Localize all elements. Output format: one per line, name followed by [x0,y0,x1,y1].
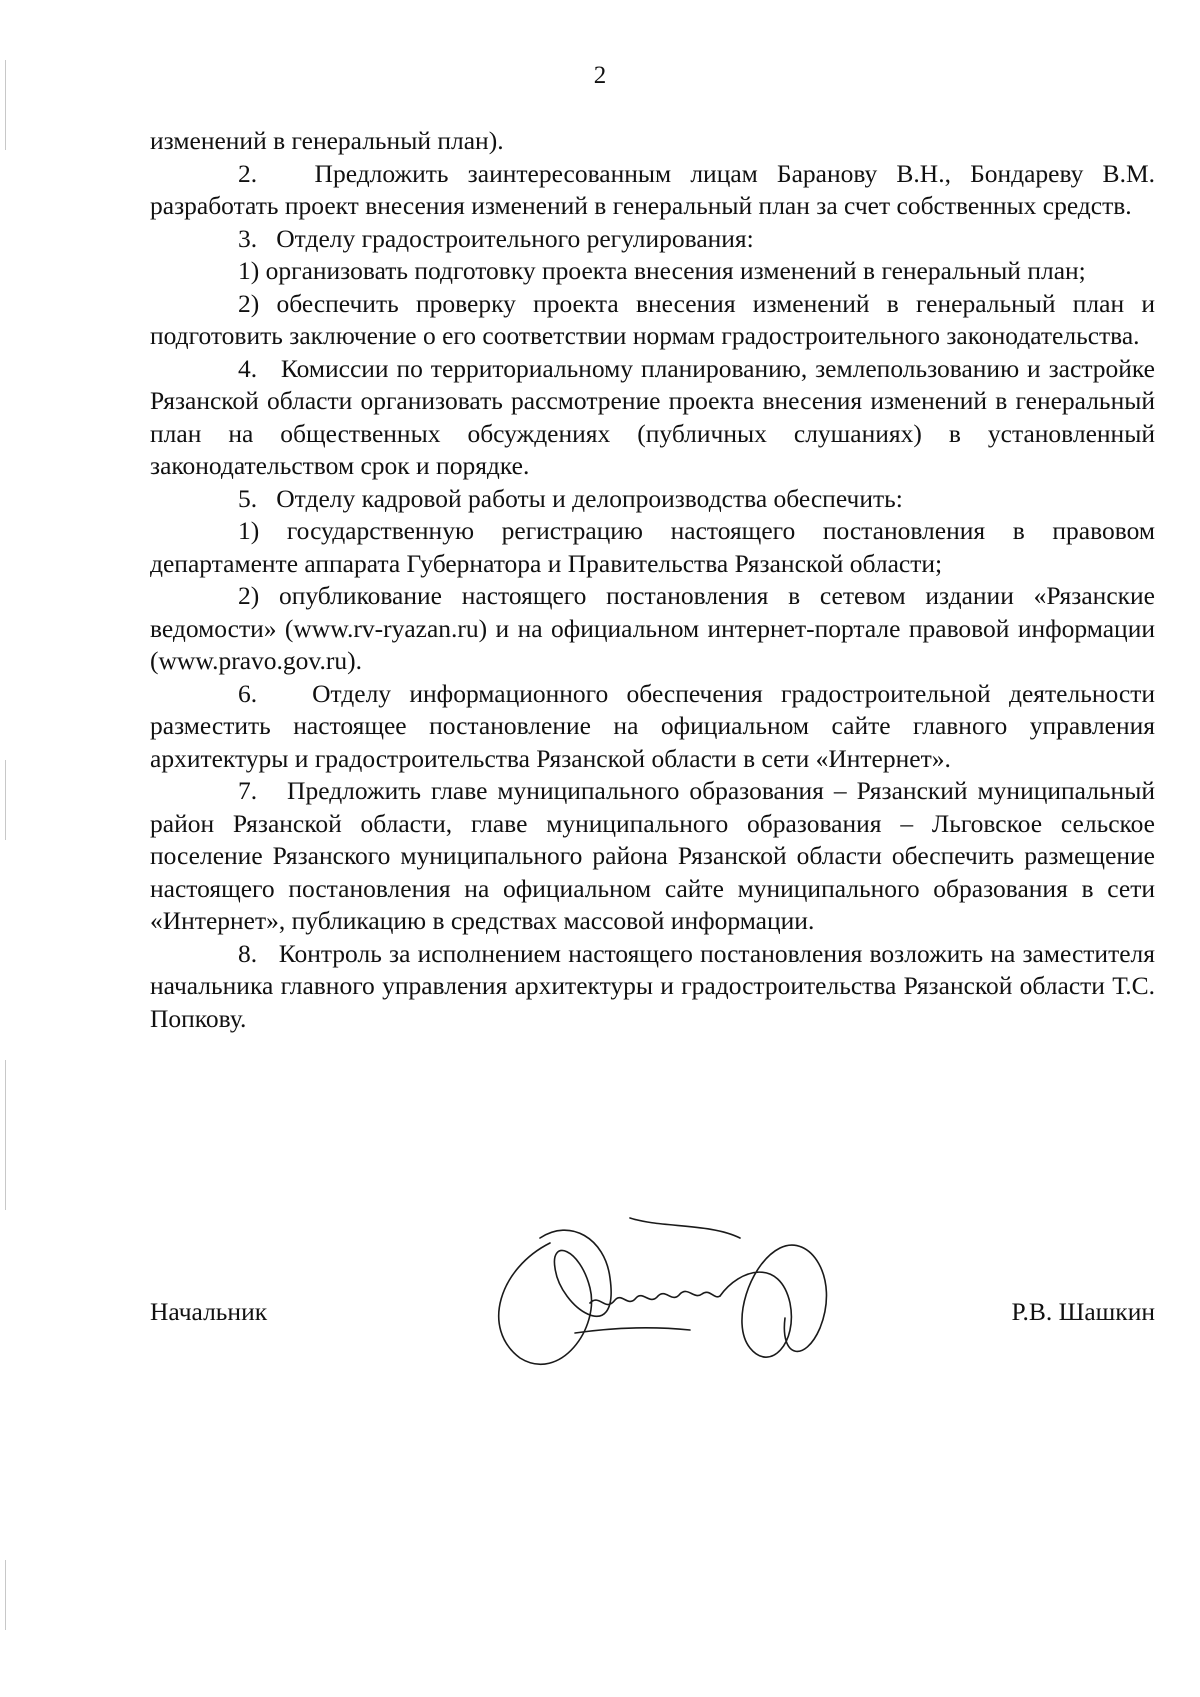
paragraph-continuation: изменений в генеральный план). [150,126,504,155]
scan-margin-mark [5,1560,6,1630]
signatory-name: Р.В. Шашкин [1011,1297,1155,1326]
paragraph-item-3: 3. Отделу градостроительного регулирования: [238,223,754,253]
paragraph-item-4: 4. Комиссии по территориальному планированию, землепользованию и застройке Рязанской области организовать рассмотрение проекта внесения изменений в генеральный план на общественных обсуждениях (публичных слушаниях) в установленный законодательством срок и порядке. [150,353,1155,480]
paragraph-item-2: 2. Предложить заинтересованным лицам Баранову В.Н., Бондареву В.М. разработать проект внесения изменений в генеральный план за счет собственных средств. [150,158,1155,220]
paragraph-item-7: 7. Предложить главе муниципального образования – Рязанский муниципальный район Рязанской области, главе муниципального образования – Льговское сельское поселение Рязанского муниципального района Рязанской области обеспечить размещение настоящего постановления на официальном сайте муниципального образования в сети «Интернет», публикацию в средствах массовой информации. [150,776,1155,935]
scan-margin-mark [5,1060,6,1210]
page-number: 2 [593,62,607,89]
document-body [150,125,1155,1035]
paragraph-item-5-sub-2: 2) опубликование настоящего постановления в сетевом издании «Рязанские ведомости» (www.rv-ryazan.ru) и на официальном интернет-портале правовой информации (www.pravo.gov.ru). [150,581,1155,675]
signatory-title: Начальник [150,1297,268,1326]
paragraph-item-3-sub-1: 1) организовать подготовку проекта внесения изменений в генеральный план; [238,256,1086,285]
paragraph-item-3-sub-2: 2) обеспечить проверку проекта внесения изменений в генеральный план и подготовить заключение о его соответствии нормам градостроительного законодательства. [150,288,1155,350]
paragraph-item-8: 8. Контроль за исполнением настоящего постановления возложить на заместителя начальника главного управления архитектуры и градостроительства Рязанской области Т.С. Попкову. [150,938,1155,1033]
scan-margin-mark [5,760,6,840]
paragraph-item-5-sub-1: 1) государственную регистрацию настоящего постановления в правовом департаменте аппарата Губернатора и Правительства Рязанской области; [150,516,1155,578]
paragraph-item-5: 5. Отделу кадровой работы и делопроизводства обеспечить: [238,483,903,513]
signature-block [150,1297,1155,1337]
paragraph-item-6: 6. Отделу информационного обеспечения градостроительной деятельности разместить настоящее постановление на официальном сайте главного управления архитектуры и градостроительства Рязанской области в сети «Интернет». [150,678,1155,773]
